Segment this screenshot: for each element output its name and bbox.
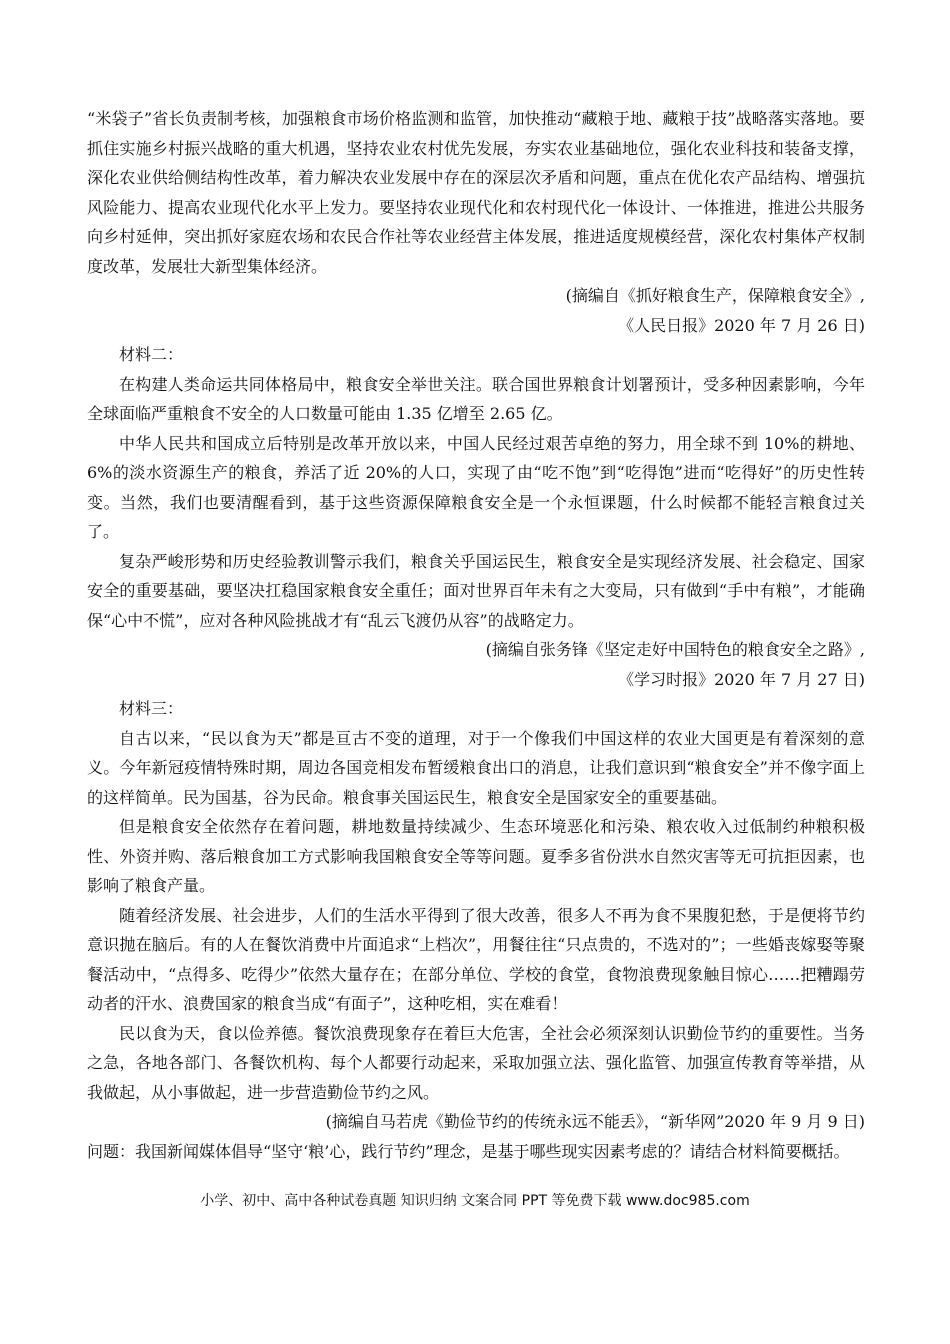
document-body [87, 104, 865, 1166]
material-2-label: 材料二： [119, 345, 184, 364]
material-3-paragraph-1: 自古以来，“民以食为天”都是亘古不变的道理，对于一个像我们中国这样的农业大国更是有着深刻的意义。今年新冠疫情特殊时期，周边各国竞相发布暂缓粮食出口的消息，让我们意识到“粮食安全”并不像字面上的这样简单。民为国基，谷为民命。粮食事关国运民生，粮食安全是国家安全的重要基础。 [87, 728, 865, 807]
material-3-paragraph-2: 但是粮食安全依然存在着问题，耕地数量持续减少、生态环境恶化和污染、粮农收入过低制约种粮积极性、外资并购、落后粮食加工方式影响我国粮食安全等等问题。夏季多省份洪水自然灾害等无可抗拒因素，也影响了粮食产量。 [87, 817, 865, 895]
material-2-paragraph-3: 复杂严峻形势和历史经验教训警示我们，粮食关乎国运民生，粮食安全是实现经济发展、社会稳定、国家安全的重要基础，要坚决扛稳国家粮食安全重任；面对世界百年未有之大变局，只有做到“手中有粮”，才能确保“心中不慌”，应对各种风险挑战才有“乱云飞渡仍从容”的战略定力。 [87, 551, 865, 630]
material-3-paragraph-3: 随着经济发展、社会进步，人们的生活水平得到了很大改善，很多人不再为食不果腹犯愁，于是便将节约意识抛在脑后。有的人在餐饮消费中片面追求“上档次”，用餐往往“只点贵的，不选对的”；一些婚丧嫁娶等聚餐活动中，“点得多、吃得少”依然大量存在；在部分单位、学校的食堂，食物浪费现象触目惊心……把糟蹋劳动者的汗水、浪费国家的粮食当成“有面子”，这种吃相，实在难看！ [87, 905, 865, 1013]
material-3-paragraph-4: 民以食为天，食以俭养德。餐饮浪费现象存在着巨大危害，全社会必须深刻认识勤俭节约的重要性。当务之急，各地各部门、各餐饮机构、每个人都要行动起来，采取加强立法、强化监管、加强宣传教育等举措，从我做起，从小事做起，进一步营造勤俭节约之风。 [87, 1023, 865, 1102]
material-2-paragraph-1: 在构建人类命运共同体格局中，粮食安全举世关注。联合国世界粮食计划署预计，受多种因素影响，今年全球面临严重粮食不安全的人口数量可能由 1.35 亿增至 2.65 亿。 [87, 374, 865, 423]
source-1-line-2: 《人民日报》2020 年 7 月 26 日) [618, 315, 865, 335]
intro-paragraph: “米袋子”省长负责制考核，加强粮食市场价格监测和监管，加快推动“藏粮于地、藏粮于技”战略落实落地。要抓住实施乡村振兴战略的重大机遇，坚持农业农村优先发展，夯实农业基础地位，强化农业科技和装备支撑，深化农业供给侧结构性改革，着力解决农业发展中存在的深层次矛盾和问题，重点在优化农产品结构、增强抗风险能力、提高农业现代化水平上发力。要坚持农业现代化和农村现代化一体设计、一体推进，推进公共服务向乡村延伸，突出抓好家庭农场和农民合作社等农业经营主体发展，推进适度规模经营，深化农村集体产权制度改革，发展壮大新型集体经济。 [87, 109, 865, 276]
source-2-line-2: 《学习时报》2020 年 7 月 27 日) [618, 669, 865, 689]
source-1-line-1: (摘编自《抓好粮食生产，保障粮食安全》, [565, 286, 865, 305]
question-text: 问题：我国新闻媒体倡导“坚守‘粮’心，践行节约”理念，是基于哪些现实因素考虑的？请结合材料简要概括。 [87, 1141, 850, 1161]
source-3: (摘编自马若虎《勤俭节约的传统永远不能丢》，“新华网”2020 年 9 月 9 日) [325, 1112, 865, 1131]
material-2-paragraph-2: 中华人民共和国成立后特别是改革开放以来，中国人民经过艰苦卓绝的努力，用全球不到 10%的耕地、6%的淡水资源生产的粮食，养活了近 20%的人口，实现了由“吃不饱”到“吃得饱”进而“吃得好”的历史性转变。当然，我们也要清醒看到，基于这些资源保障粮食安全是一个永恒课题，什么时候都不能轻言粮食过关了。 [87, 433, 865, 541]
material-3-label: 材料三： [119, 699, 184, 718]
source-2-line-1: (摘编自张务锋《坚定走好中国特色的粮食安全之路》, [485, 640, 865, 659]
footer-download-note: 小学、初中、高中各种试卷真题 知识归纳 文案合同 PPT 等免费下载 www.doc985.com [200, 1193, 750, 1209]
